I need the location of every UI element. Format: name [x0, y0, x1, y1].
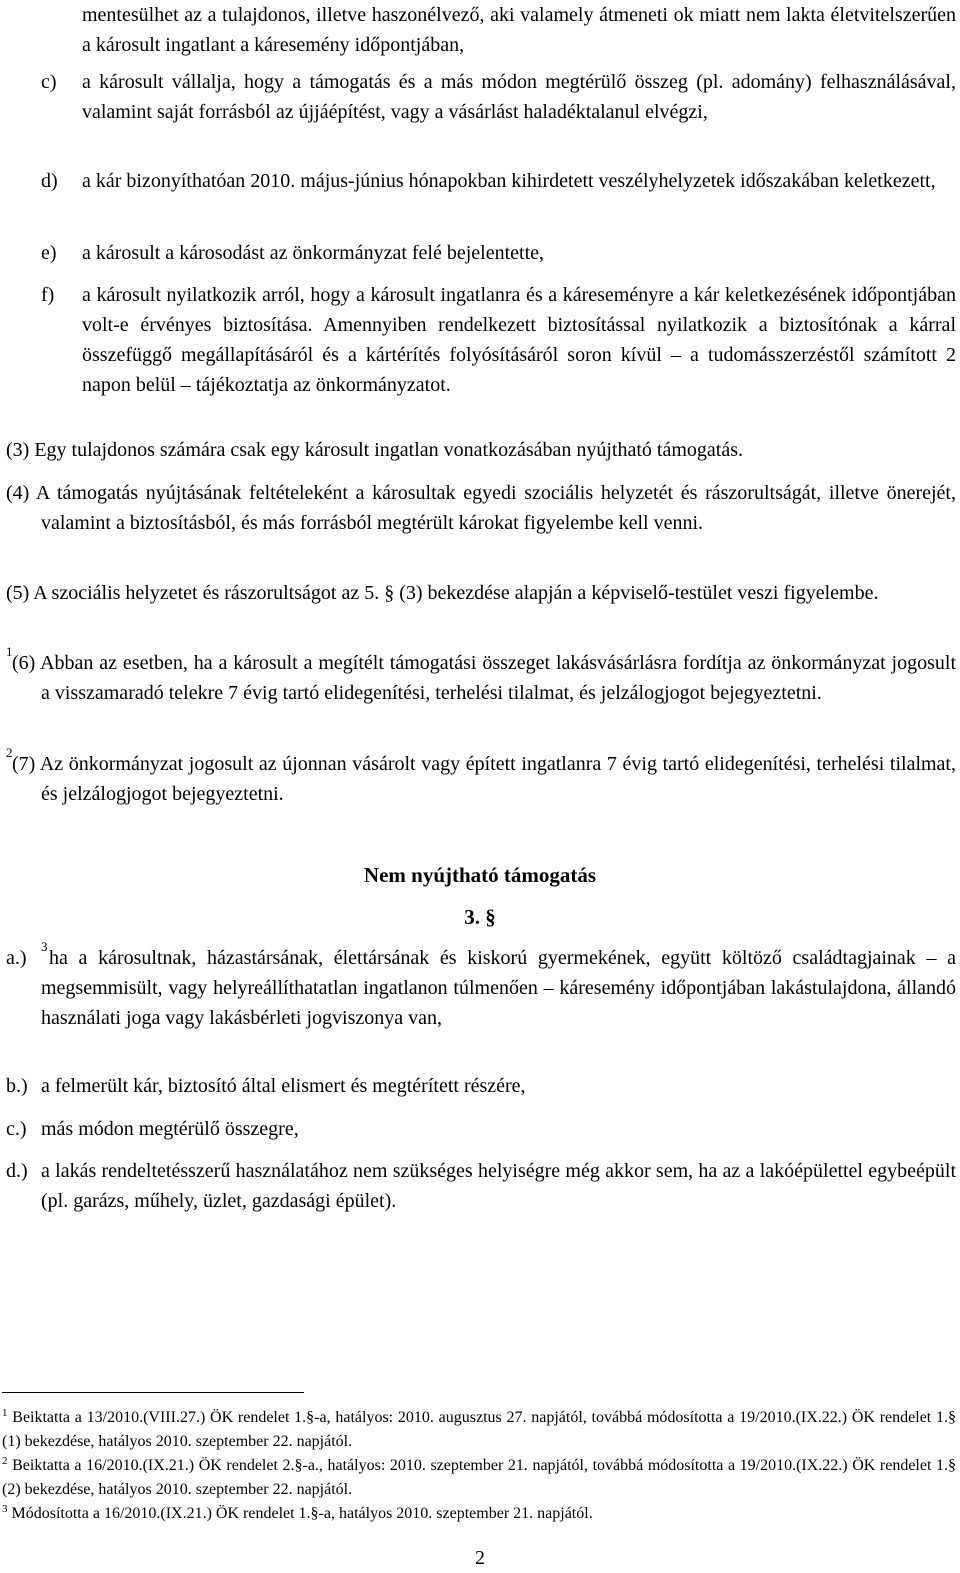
footnote-2 [2, 1454, 956, 1502]
section-title: Nem nyújtható támogatás [363, 863, 597, 887]
item-text: a felmerült kár, biztosító által elismert és megtérített részére, [41, 1075, 526, 1097]
item-text: a károsult a károsodást az önkormányzat felé bejelentette, [82, 242, 545, 264]
footnote-separator [2, 1392, 304, 1393]
footnote-ref-3: 3 [41, 939, 48, 954]
item-text: a károsult vállalja, hogy a támogatás és a más módon megtérülő összeg (pl. adomány) felhasználásával, valamint saját forrásból az újjáépítést, vagy a vásárlást haladéktalanul elvégzi, [82, 71, 956, 123]
section-number: 3. § [464, 905, 496, 929]
footnote-ref-2: 2 [6, 745, 13, 760]
item-label: c) [41, 71, 57, 93]
footnote-text: Módosította a 16/2010.(IX.21.) ÖK rendelet 1.§-a, hatályos 2010. szeptember 21. napjától. [11, 1505, 593, 1522]
item-text: ha a károsultnak, házastársának, élettársának és kiskorú gyermekének, együtt költöző családtagjainak – a megsemmisült, vagy helyreállíthatatlan ingatlanon túlmenően – káresemény időpontjában lakástulajdona, állandó használati joga vagy lakásbérleti jogviszonya van, [41, 947, 956, 1029]
footnote-number: 1 [2, 1407, 8, 1419]
footnote-3 [2, 1502, 956, 1526]
page-number: 2 [475, 1547, 485, 1569]
paragraph-6-text: (6) Abban az esetben, ha a károsult a megítélt támogatási összeget lakásvásárlásra fordítja az önkormányzat jogosult a visszamaradó telekre 7 évig tartó elidegenítési, terhelési tilalmat, és jelzálogjogot bejegyeztetni. [12, 652, 956, 704]
footnote-1 [2, 1406, 956, 1454]
footnote-text: Beiktatta a 13/2010.(VIII.27.) ÖK rendelet 1.§-a, hatályos: 2010. augusztus 27. napjától, továbbá módosította a 19/2010.(IX.22.) ÖK rendelet 1.§ (1) bekezdése, hatályos 2010. szeptember 22. napjától. [2, 1409, 957, 1450]
paragraph-4-text: (4) A támogatás nyújtásának feltételeként a károsultak egyedi szociális helyzetét és rászorultságát, illetve önerejét, valamint a biztosításból, és más forrásból megtérült károkat figyelembe kell venni. [6, 482, 956, 534]
item-text: más módon megtérülő összegre, [41, 1118, 299, 1140]
footnote-number: 2 [2, 1455, 8, 1467]
footnote-number: 3 [2, 1503, 8, 1515]
item-label: b.) [6, 1075, 28, 1097]
item-label: d.) [6, 1160, 28, 1182]
item-label: a.) [6, 947, 27, 969]
intro-continuation: mentesülhet az a tulajdonos, illetve haszonélvező, aki valamely átmeneti ok miatt nem lakta életvitelszerűen a károsult ingatlant a káresemény időpontjában, [82, 4, 956, 56]
item-label: e) [41, 242, 57, 264]
item-label: c.) [6, 1118, 27, 1140]
paragraph-3: (3) Egy tulajdonos számára csak egy károsult ingatlan vonatkozásában nyújtható támogatás. [6, 439, 744, 461]
footnote-ref-1: 1 [6, 644, 13, 659]
item-label: d) [41, 170, 58, 192]
item-text: a lakás rendeltetésszerű használatához nem szükséges helyiségre még akkor sem, ha az a lakóépülettel egybeépült (pl. garázs, műhely, üzlet, gazdasági épület). [41, 1160, 956, 1212]
paragraph-5-text: (5) A szociális helyzetet és rászorultságot az 5. § (3) bekezdése alapján a képviselő-testület veszi figyelembe. [6, 582, 879, 604]
item-text: a kár bizonyíthatóan 2010. május-június hónapokban kihirdetett veszélyhelyzetek időszakában keletkezett, [82, 170, 936, 192]
footnote-text: Beiktatta a 16/2010.(IX.21.) ÖK rendelet 2.§-a., hatályos: 2010. szeptember 21. napjától, továbbá módosította a 19/2010.(IX.22.) ÖK rendelet 1.§ (2) bekezdése, hatályos 2010. szeptember 22. napjától. [2, 1457, 957, 1498]
paragraph-7-text: (7) Az önkormányzat jogosult az újonnan vásárolt vagy épített ingatlanra 7 évig tartó elidegenítési, terhelési tilalmat, és jelzálogjogot bejegyeztetni. [12, 753, 956, 805]
item-label: f) [41, 284, 55, 306]
item-text: a károsult nyilatkozik arról, hogy a károsult ingatlanra és a káreseményre a kár keletkezésének időpontjában volt-e érvényes biztosítása. Amennyiben rendelkezett biztosítással nyilatkozik a biztosítónak a kárral összefüggő megállapításáról és a kártérítés folyósításáról soron kívül – a tudomásszerzéstől számított 2 napon belül – tájékoztatja az önkormányzatot. [82, 284, 956, 396]
